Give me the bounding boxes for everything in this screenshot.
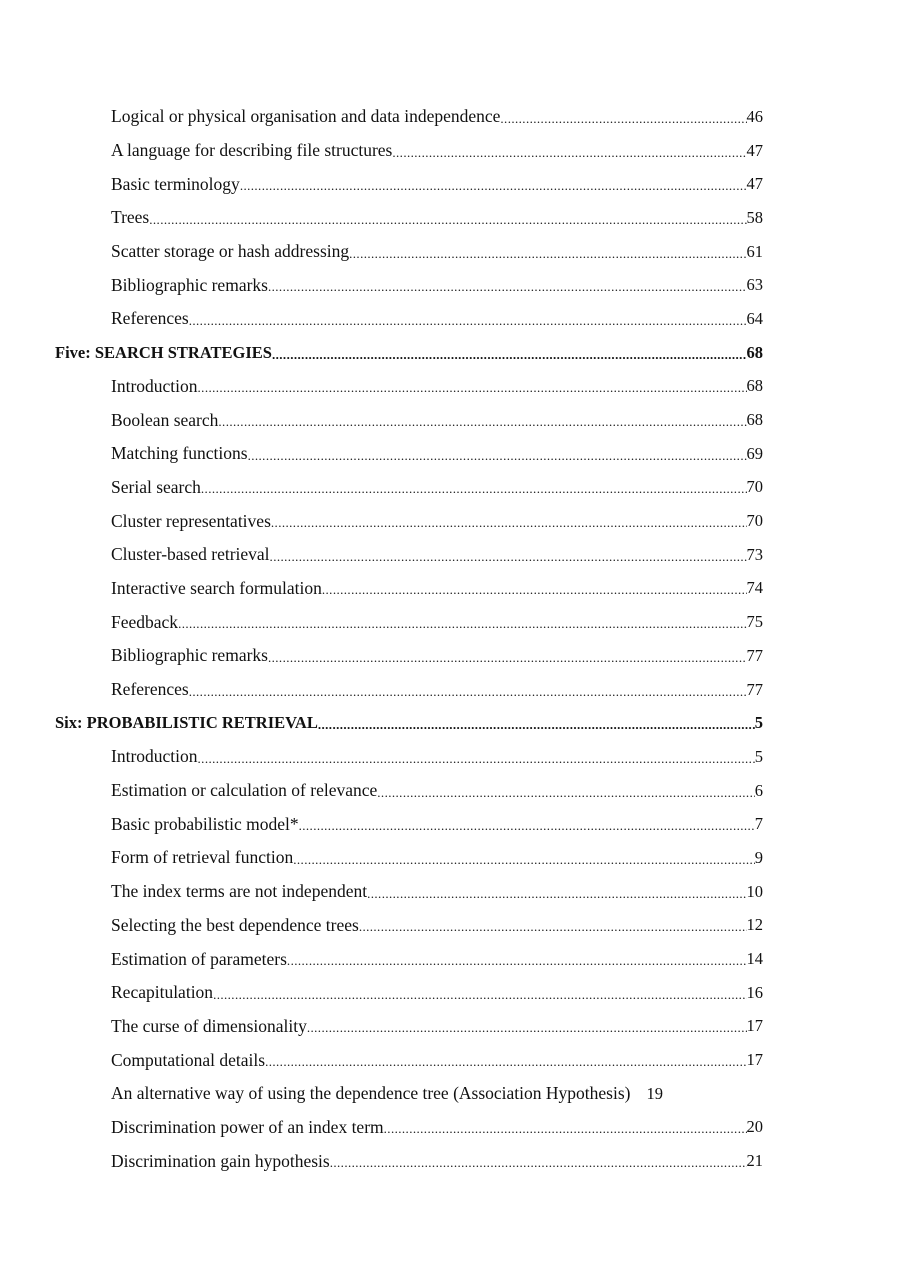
page-number: 69 [746, 443, 763, 463]
dot-leader [299, 819, 755, 832]
entry-title: Bibliographic remarks [111, 274, 268, 295]
entry-title: Recapitulation [111, 982, 214, 1003]
page-number: 63 [746, 275, 763, 295]
dot-leader [265, 1055, 746, 1068]
dot-leader [218, 415, 746, 428]
dot-leader [248, 449, 747, 462]
entry-title: Bibliographic remarks [111, 645, 268, 666]
toc-entry [0, 1010, 763, 1044]
toc-entry [0, 1144, 763, 1178]
page-number: 64 [746, 308, 763, 328]
entry-title: The curse of dimensionality [111, 1015, 307, 1036]
entry-title: Introduction [111, 746, 198, 767]
page-number: 20 [746, 1117, 763, 1137]
table-of-contents [0, 100, 910, 1178]
page-number: 47 [746, 140, 763, 160]
page-number: 58 [746, 207, 763, 227]
toc-entry [0, 740, 763, 774]
entry-title: Feedback [111, 611, 179, 632]
toc-entry [0, 875, 763, 909]
page-number: 16 [746, 982, 763, 1002]
toc-entry [0, 1043, 763, 1077]
toc-entry [0, 302, 763, 336]
entry-title: Basic probabilistic model* [111, 813, 299, 834]
dot-leader [189, 685, 747, 698]
dot-leader [367, 887, 746, 900]
chapter-title: Five: SEARCH STRATEGIES [55, 342, 272, 362]
entry-title: Estimation of parameters [111, 948, 287, 969]
page-number: 70 [746, 477, 763, 497]
page-number: 10 [746, 881, 763, 901]
dot-leader [293, 853, 755, 866]
dot-leader [270, 550, 747, 563]
toc-entry [0, 673, 763, 707]
page-number: 5 [754, 713, 763, 733]
dot-leader [213, 988, 746, 1001]
toc-entry [0, 774, 763, 808]
dot-leader [384, 1122, 747, 1135]
page-number: 74 [746, 578, 763, 598]
page-number: 17 [746, 1050, 763, 1070]
dot-leader [287, 954, 747, 967]
dot-leader [149, 213, 746, 226]
toc-entry [0, 841, 763, 875]
dot-leader [198, 752, 755, 765]
toc-entry [0, 167, 763, 201]
page-number: 77 [746, 645, 763, 665]
page-number: 21 [746, 1151, 763, 1171]
entry-title: Logical or physical organisation and data independence [111, 106, 501, 127]
toc-chapter-heading [0, 336, 763, 370]
page-number: 9 [754, 847, 763, 867]
entry-title: Cluster-based retrieval [111, 544, 270, 565]
toc-entry [0, 134, 763, 168]
dot-leader [307, 1021, 747, 1034]
dot-leader [377, 786, 754, 799]
entry-title: Basic terminology [111, 173, 240, 194]
dot-leader [349, 247, 746, 260]
toc-entry [0, 605, 763, 639]
entry-title: Discrimination power of an index term [111, 1116, 384, 1137]
entry-title: An alternative way of using the dependence tree (Association Hypothesis) [111, 1083, 631, 1104]
toc-entry [0, 807, 763, 841]
toc-entry [0, 437, 763, 471]
toc-entry [0, 504, 763, 538]
page-number: 73 [746, 544, 763, 564]
page-number: 68 [746, 376, 763, 396]
page-number: 68 [746, 342, 763, 362]
toc-entry [0, 268, 763, 302]
dot-leader [271, 516, 747, 529]
entry-title: Selecting the best dependence trees [111, 914, 359, 935]
dot-leader [178, 617, 746, 630]
dot-leader [392, 146, 746, 159]
dot-leader [500, 112, 746, 125]
toc-entry [0, 976, 763, 1010]
page-number: 6 [754, 780, 763, 800]
entry-title: The index terms are not independent [111, 881, 368, 902]
entry-title: Cluster representatives [111, 510, 271, 531]
toc-entry [0, 1077, 790, 1111]
entry-title: A language for describing file structures [111, 140, 393, 161]
page-number: 5 [754, 746, 763, 766]
entry-title: Matching functions [111, 443, 248, 464]
dot-leader [318, 718, 755, 731]
page-number: 61 [746, 241, 763, 261]
entry-title: Estimation or calculation of relevance [111, 780, 378, 801]
dot-leader [322, 583, 747, 596]
entry-title: Interactive search formulation [111, 577, 322, 598]
entry-title: Introduction [111, 375, 198, 396]
page-number: 75 [746, 612, 763, 632]
dot-leader [201, 482, 747, 495]
page-number: 68 [746, 410, 763, 430]
page-number: 17 [746, 1016, 763, 1036]
entry-title: Computational details [111, 1049, 266, 1070]
page-number: 77 [746, 679, 763, 699]
entry-title: Trees [111, 207, 150, 228]
page-number: 47 [746, 174, 763, 194]
toc-entry [0, 942, 763, 976]
toc-entry [0, 909, 763, 943]
entry-title: Scatter storage or hash addressing [111, 241, 350, 262]
entry-title: Boolean search [111, 409, 219, 430]
dot-leader [272, 348, 747, 361]
toc-entry [0, 572, 763, 606]
entry-title: Discrimination gain hypothesis [111, 1150, 330, 1171]
page-number: 70 [746, 511, 763, 531]
dot-leader [268, 280, 747, 293]
dot-leader [198, 381, 747, 394]
page-number: 19 [646, 1083, 663, 1103]
toc-entry [0, 370, 763, 404]
chapter-title: Six: PROBABILISTIC RETRIEVAL [55, 713, 318, 733]
dot-leader [359, 920, 747, 933]
entry-title: Serial search [111, 476, 201, 497]
toc-entry [0, 201, 763, 235]
toc-entry [0, 471, 763, 505]
toc-entry [0, 100, 763, 134]
toc-entry [0, 538, 763, 572]
toc-entry [0, 1111, 763, 1145]
entry-title: References [111, 679, 189, 700]
dot-leader [240, 179, 747, 192]
page-number: 12 [746, 915, 763, 935]
page-number: 7 [754, 814, 763, 834]
toc-entry [0, 235, 763, 269]
page-number: 14 [746, 949, 763, 969]
dot-leader [330, 1156, 747, 1169]
dot-leader [189, 314, 747, 327]
page-number: 46 [746, 106, 763, 126]
entry-title: References [111, 308, 189, 329]
dot-leader [268, 651, 747, 664]
toc-entry [0, 639, 763, 673]
toc-entry [0, 403, 763, 437]
toc-chapter-heading [0, 706, 763, 740]
entry-title: Form of retrieval function [111, 847, 294, 868]
